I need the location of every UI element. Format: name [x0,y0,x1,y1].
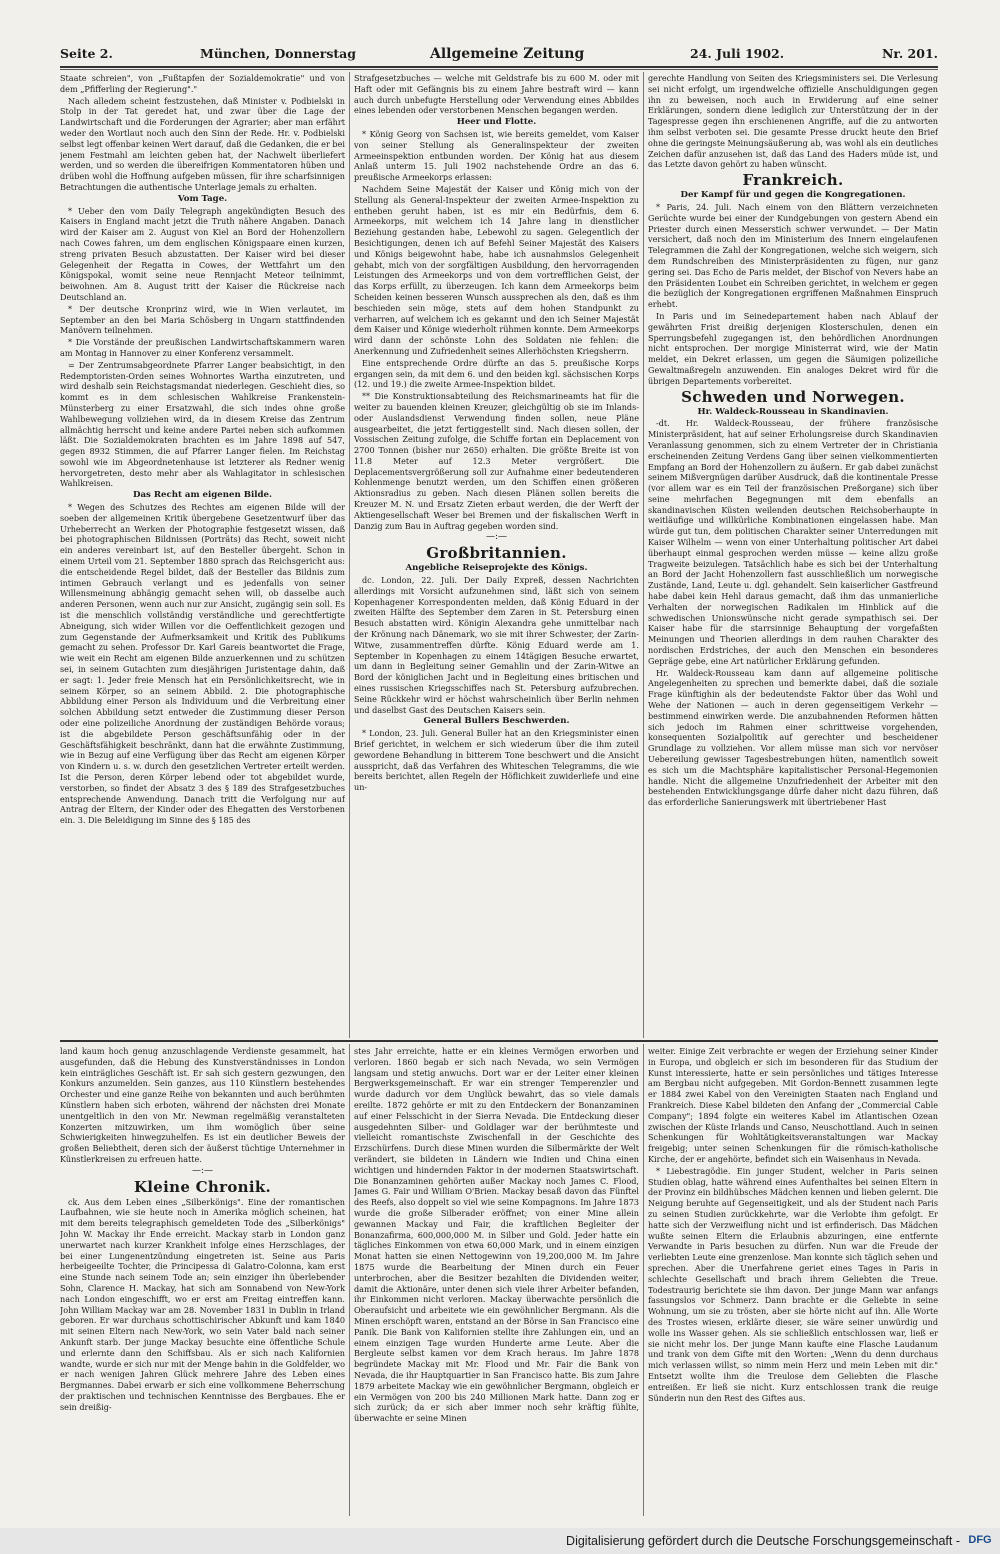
bottom-column-3 [648,1046,938,1516]
col1-paragraph: * Der deutsche Kronprinz wird, wie in Wien verlautet, im September an den bei Maria Schösberg in Ungarn stattfindenden Manövern teilnehmen. [60,303,345,336]
col3-paragraph: Hr. Waldeck-Rousseau kam dann auf allgemeine politische Angelegenheiten zu sprechen und bemerkte dabei, daß die soziale Frage künftighin als der bedeutendste Faktor über das Wohl und Wehe der Nationen — auch in deren gegenseitigem Verkehr — bestimmend einwirken werde. Die anzubahnenden Reformen hätten sich jedoch im Rahmen einer schrittweise vorgehenden, konsequenten Sozialpolitik auf gerechter und bescheidener Grundlage zu vollziehen. Vor allem müsse man sich vor nervöser Uebereilung gewisser Tagesbestrebungen hüten, namentlich soweit es sich um die Machtsphäre kapitalistischer Personal-Hegemonien handle. Nicht die allgemeine Unzufriedenheit der Arbeiter mit den bestehenden Entwicklungsgange dürfe daher nicht dazu führen, daß das erforderliche Sanierungswerk mit übertriebener Hast [648,667,938,808]
col1-paragraph: * Die Vorstände der preußischen Landwirtschaftskammern waren am Montag in Hannover zu einer Konferenz versammelt. [60,337,345,358]
page-number: Seite 2. [60,46,113,61]
col2-paragraph: * König Georg von Sachsen ist, wie bereits gemeldet, vom Kaiser von seiner Stellung als Generalinspekteur der zweiten Armeeinspektion entbunden worden. Der König hat aus diesem Anlaß unterm 15. Juli 1902 nachstehende Ordre an das 6. preußische Armeekorps erlassen: [354,128,639,183]
column-divider [643,72,644,1038]
bottom-paragraph: weiter. Einige Zeit verbrachte er wegen der Erziehung seiner Kinder in Europa, und obgleich er sich im besonderen für das Studium der Kunst interessierte, hatte er sein persönliches und tätiges Interesse am Bergbau nicht aufgegeben. Mit Gordon-Bennett zusammen legte er 1884 zwei Kabel von den Vereinigten Staaten nach England und Frankreich. Diese Kabel bildeten den Anfang der „Commercial Cable Company"; 1894 folgte ein weiteres Kabel im Atlantischen Ozean zwischen der Küste Irlands und Canso, Neuschottland. Auch in seinen Schenkungen für Wohltätigkeitsveranstaltungen war Mackay freigebig; unter seinen Schenkungen für die römisch-katholische Kirche, der er angehörte, befindet sich ein Waisenhaus in Nevada. [648,1046,938,1164]
header-rule [60,66,938,68]
column-divider [349,1044,350,1516]
header-rule-thin [60,69,938,70]
bottom-column-1 [60,1046,345,1516]
col1-paragraph: Staate schreien", von „Fußtapfen der Sozialdemokratie" und von dem „Pfifferling der Regierung"." [60,73,345,94]
dfg-logo: DFG [968,1534,992,1546]
column-2 [354,73,639,1037]
col3-paragraph: * Paris, 24. Juli. Nach einem von den Blättern verzeichneten Gerüchte wurde bei einer der Kundgebungen von gestern Abend ein Priester durch einen Messerstich schwer verwundet. — Der Matin versichert, daß noch den im Ministerium des Innern eingelaufenen Telegrammen die Zahl der Kongregationen, welche sich weigern, sich dem Rundschreiben des Ministerpräsidenten zu fügen, nur ganz gering sei. Das Echo de Paris meldet, der Bischof von Nevers habe an den Präsidenten Loubet ein Schreiben gerichtet, in welchem er gegen die bezüglich der Kongregationen ergriffenen Maßnahmen Einspruch erhebt. [648,201,938,310]
heading-vom-tage: Vom Tage. [177,193,228,204]
place-day: München, Donnerstag [200,46,356,61]
bottom-paragraph: ck. Aus dem Leben eines „Silberkönigs". Eine der romantischen Laufbahnen, wie sie heute noch in Amerika möglich scheinen, hat mit dem bereits telegraphisch gemeldeten Tode des „Silberkönigs" John W. Mackay ihr Ende erreicht. Mackay starb in London ganz unerwartet nach kurzer Krankheit infolge eines Herzschlages, der bei einer Lungenentzündung eingetreten ist. Seine aus Paris herbeigeeilte Tochter, die Principessa di Galatro-Colonna, kam erst eine Stunde nach seinem Tode an; sein einziger ihn überlebender Sohn, Clarence H. Mackay, hat sich am Sonnabend von New-York nach London eingeschifft, wo er erst am Freitag eintreffen kann. John William Mackay war am 28. November 1831 in Dublin in Irland geboren. Er war durchaus schottischirischer Abkunft und kam 1840 mit seinen Eltern nach New-York, wo sein Vater bald nach seiner Ankunft starb. Der junge Mackay besuchte eine öffentliche Schule und erlernte dann den Schiffsbau. Als er sich nach Kalifornien wandte, wurde er sich nur mit der Menge bahin in die Goldfelder, wo er nach wenigen Jahren Glück mehrere Jahre des Leben eines Bergmannes. Dabei erwarb er sich eine vollkommene Beherrschung der praktischen und technischen Kenntnisse des Bergbaues. Ehe er sein dreißig- [60,1196,345,1412]
col2-paragraph: dc. London, 22. Juli. Der Daily Expreß, dessen Nachrichten allerdings mit Vorsicht aufzunehmen sind, läßt sich von seinem Kopenhagener Korrespondenten melden, daß König Eduard in der zweiten Hälfte des September dem Zaren in St. Petersburg einen Besuch abstatten wird. Königin Alexandra gehe unmittelbar nach der Krönung nach Dänemark, wo sie mit ihrer Schwester, der Zarin-Witwe, zusammentreffen dürfte. König Eduard werde am 1. September in Kopenhagen zu einem 14tägigen Besuche erwartet, um dann in Begleitung seiner Gemahlin und der Zarin-Witwe an Bord der königlichen Jacht und in Begleitung eines britischen und eines russischen Kriegsschiffes nach St. Petersburg aufzubrechen. Seine Rückkehr wird er höchst wahrscheinlich über Berlin nehmen und daselbst Gast des Deutschen Kaisers sein. [354,575,639,715]
col2-paragraph: Eine entsprechende Ordre dürfte an das 5. preußische Korps ergangen sein, da mit dem 6. und den beiden kgl. sächsischen Korps (12. und 19.) die zweite Armee-Inspektion bildet. [354,357,639,390]
section-separator: —:— [191,1165,214,1176]
heading-waldeck-rousseau: Hr. Waldeck-Rousseau in Skandinavien. [697,406,889,417]
column-divider [643,1044,644,1516]
col2-paragraph: Nachdem Seine Majestät der Kaiser und König mich von der Stellung als General-Inspekteur der zweiten Armee-Inspektion zu entheben geruht haben, ist es mir ein Bedürfnis, dem 6. Armeekorps, mit welchem ich 14 Jahre lang in dienstlicher Beziehung gestanden habe, Lebewohl zu sagen. Gelegentlich der Besichtigungen, denen ich auf Befehl Seiner Majestät des Kaisers und Königs beigewohnt habe, habe ich ausnahmslos Gelegenheit gehabt, mich von der sorgfältigen Ausbildung, den hervorragenden Leistungen des Armeekorps und von dem vortrefflichen Geist, der das Korps erfüllt, zu überzeugen. Ich kann dem Armeekorps beim Scheiden keinen besseren Wunsch aussprechen als den, daß es ihm beschieden sein möge, stets auf dem hohen Standpunkt zu verharren, auf welchem ich es gekannt und den ich Seiner Majestät dem Kaiser und Könige wiederholt rühmen konnte. Dem Armeekorps wird dann der schönste Lohn des Soldaten nie fehlen: die Anerkennung und Zufriedenheit seines Allerhöchsten Kriegsherrn. [354,183,639,356]
bottom-paragraph: stes Jahr erreichte, hatte er ein kleines Vermögen erworben und verloren. 1860 begab er sich nach Nevada, wo sein Vermögen langsam und stetig anwuchs. Dort war er der Leiter einer kleinen Bergwerksgemeinschaft. Er war ein strenger Temperenzler und wurde dadurch vor dem Unglück bewahrt, das so viele damals ereilte. 1872 gehörte er mit zu den Entdeckern der Bonanzaminen auf einer Felsschicht in der Sierra Nevada. Die Entdeckung dieser ausgedehnten Silber- und Goldlager war der berühmteste und vielleicht romantischste Zwischenfall in der Geschichte des Erzschürfens. Durch diese Minen wurden die Silbermärkte der Welt verändert, sie bildeten in Ländern wie Indien und China einen wichtigen und hindernden Faktor in der modernen Staatswirtschaft. Die Bonanzaminen gehörten außer Mackay noch James C. Flood, James G. Fair und William O'Brien. Mackay besaß davon das Fünftel des Reefs, also doppelt so viel wie seine Kompagnons. Im Jahre 1873 wurde die große Silberader eröffnet; von einer Mine allein gewannen Mackay und Fair, die kraftlichen Begleiter der Bonanzafirma, 600,000,000 M. in Silber und Gold. Jeder hatte ein tägliches Einkommen von etwa 60,000 Mark, und in einem einzigen Monat hatten sie einen Nettogewinn von 19,200,000 M. Im Jahre 1875 wurde die Bearbeitung der Minen durch ein Feuer unterbrochen, aber die Besitzer bezahlten die Dividenden weiter, damit die Aktionäre, unter denen sich viele ihrer Arbeiter befanden, ihr Einkommen nicht verloren. Mackay überwachte persönlich die Oberaufsicht und arbeitete wie ein gewöhnlicher Bergmann. Als die Minen erschöpft waren, entstand an der Börse in San Francisco eine Panik. Die Bank von Kalifornien stellte ihre Zahlungen ein, und an einem einzigen Tage wurden Hunderte arme Leute. Aber die Bergleute selbst kamen vor dem Krach heraus. Im Jahre 1878 begründete Mackay mit Mr. Flood und Mr. Fair die Bank von Nevada, die ihr Hauptquartier in San Francisco hatte. Bis zum Jahre 1879 arbeitete Mackay wie ein gewöhnlicher Bergmann, obgleich er ein Vermögen von 200 bis 240 Millionen Mark hatte. Dann zog er sich zurück; da er sich aber immer noch sehr kräftig fühlte, überwachte er seine Minen [354,1046,639,1424]
heading-kleine-chronik: Kleine Chronik. [133,1177,272,1196]
heading-buller: General Bullers Beschwerden. [423,716,570,727]
col2-paragraph: ** Die Konstruktionsabteilung des Reichsmarineamts hat für die weiter zu bauenden kleinen Kreuzer, gleichgültig ob sie im Inlands- oder Auslandsdienst Verwendung finden sollen, neue Pläne ausgearbeitet, die jetzt fertiggestellt sind. Nach diesen sollen, der Vossischen Zeitung zufolge, die Schiffe fortan ein Deplacement von 2700 Tonnen (bisher nur 2650) erhalten. Die größte Breite ist von 11.8 Meter auf 12.3 Meter vergrößert. Die Deplacementsvergrößerung soll zur Aufnahme einer bedeutenderen Kohlenmenge benutzt werden, um den Schiffen einen größeren Aktionsradius zu geben. Nach diesen Plänen sollen bereits die Kreuzer M. N. und Ersatz Zieten erbaut werden, die der Werft der Aktiengesellschaft Weser bei Bremen und der fiskalischen Werft in Danzig zum Bau in Auftrag gegeben worden sind. [354,391,639,531]
heading-frankreich: Frankreich. [742,171,844,190]
column-3 [648,73,938,1037]
col1-paragraph: = Der Zentrumsabgeordnete Pfarrer Langer beabsichtigt, in den Redemptoristen-Orden seines Wohnortes Wartha einzutreten, und wird deshalb sein Reichstagsmandat niederlegen. Geschieht dies, so kommt es in dem schlesischen Wahlkreise Frankenstein-Münsterberg zu einer Ersatzwahl, die sich indes ohne große Wahlbewegung vollziehen wird, da in diesem Kreise das Zentrum allmächtig herrscht und keine andere Partei neben sich aufkommen läßt. Die Sozialdemokraten brachten es im Jahre 1898 auf 547, gegen 8932 Stimmen, die auf Pfarrer Langer fielen. Im Reichstag sowohl wie im Abgeordnetenhause ist letzterer als Redner wenig hervorgetreten, desto mehr aber als Wahlagitator in schlesischen Wahlkreisen. [60,359,345,489]
bottom-paragraph: * Liebestragödie. Ein junger Student, welcher in Paris seinen Studien oblag, hatte während eines Aufenthaltes bei seinen Eltern in der Provinz ein bildhübsches Mädchen kennen und lieben gelernt. Die Neigung beruhte auf Gegenseitigkeit, und als der Student nach Paris zu seinen Studien zurückkehrte, war die Verlobte ihm gefolgt. Er hatte sich der Verzweiflung nicht und ist erfinderisch. Das Mädchen wußte seinen Eltern die Erlaubnis abzuringen, eine entfernte Verwandte in Paris besuchen zu dürfen. Nun war die Freude der verliebten Leute eine grenzenlose. Man konnte sich täglich sehen und sprechen. Aber die Unerfahrene geriet eines Tages in Paris in schlechte Gesellschaft und brach ihrem Geliebten die Treue. Todestraurig berichtete sie ihm davon. Der junge Mann war anfangs fassungslos vor Schmerz. Dann brachte er die Geliebte in seine Wohnung, um sie zu trösten, aber sie hörte nicht auf ihn. Alle Worte des Trostes wiesen, erklärte dieser, sie wäre seiner unwürdig und wolle ins Wasser gehen. Als sie schließlich entschlossen war, ließ er sie nicht mehr los. Der junge Mann kaufte eine Flasche Laudanum und trank von dem Gifte mit den Worten: „Wenn du denn durchaus mich verlassen willst, so nimm mein Herz und mein Leben mit dir." Entsetzt wollte ihm die Treulose dem Geliebten die Flasche entreißen. Er ließ sie nicht. Kurz entschlossen trank die reuige Sünderin nun den Rest des Giftes aus. [648,1165,938,1403]
col3-paragraph: -dt. Hr. Waldeck-Rousseau, der frühere französische Ministerpräsident, hat auf seiner Erholungsreise durch Skandinavien Veranlassung genommen, sich zu einem Vertreter der in Christiania erscheinenden Zeitung Verdens Gang über seinen vielkommentierten Empfang an Bord der Hohenzollern zu äußern. Er gab dabei zunächst seinem Mißvergnügen darüber Ausdruck, daß die kontinentale Presse (vor allem war es ein Teil der französischen Preßorgane) sich über seine mehrfachen Begegnungen mit dem ebenfalls an skandinavischen Küsten weilenden deutschen Reichsoberhaupte in weitläufige und willkürliche Kombinationen eingelassen habe. Man würde gut tun, dem politischen Charakter seiner Unterredungen mit Kaiser Wilhelm — wenn von einer Unterhaltung politischer Art dabei überhaupt einmal gesprochen werden müsse — keine allzu große Tragweite beizulegen. Tatsächlich habe es sich bei der Unterhaltung an Bord der Jacht Hohenzollern fast ausschließlich um norwegische Zustände, Land, Leute u. dgl. gehandelt. Sein kaiserlicher Gastfreund habe dabei kein Hehl daraus gemacht, daß ihm das unmanierliche Verhalten der norwegischen Radikalen im Hinblick auf die schwedischen Unionswünsche nicht gerade sympathisch sei. Der Kaiser habe für die starrsinnige Behauptung der vorgefaßten Meinungen und Theorien allerdings in dem rauhen Charakter des nordischen Erdstriches, der auch den Menschen ein besonderes Gepräge gebe, eine Art natürlicher Erklärung gefunden. [648,418,938,666]
heading-grossbritannien: Großbritannien. [426,544,567,563]
issue-number: Nr. 201. [881,46,938,61]
column-1 [60,73,345,1037]
column-divider [349,72,350,1038]
heading-kongregationen: Der Kampf für und gegen die Kongregationen. [680,190,906,201]
col1-paragraph: * Wegen des Schutzes des Rechtes am eigenen Bilde will der soeben der allgemeinen Kritik übergebene Gesetzentwurf über das Urheberrecht an Werken der Photographie festgesetzt wissen, daß bei photographischen Bildnissen (Porträts) das Recht, soweit nicht ein anderes vereinbart ist, auf den Besteller übergeht. Schon in einem Urteil vom 21. September 1880 sprach das Reichsgericht aus: die entscheidende Regel bildet, daß der Besteller das Bildnis zum intimen Gebrauch verlangt und es jedenfalls von seiner Willensmeinung abhängig gemacht sehen will, ob dasselbe auch anderen Personen, wenn auch nur zur Ansicht, zugängig sein soll. Es ist die menschlich vollständig verständliche und gerechtfertigte Abneigung, sich wider Willen vor die Oeffentlichkeit gezogen und zum Gegenstande der Aufmerksamkeit und Kritik des Publikums gemacht zu sehen. Professor Dr. Karl Gareis beantwortet die Frage, wie weit ein Recht am eigenen Bilde anzuerkennen und zu schützen sei, in seinem Gutachten zum diesjährigen Juristentage dahin, daß er sagt: 1. Jeder freie Mensch hat ein Persönlichkeitsrecht, wie in seinem Körper, so an seinem Abbild. 2. Die photographische Abbildung einer Person als Individuum und die Verbreitung einer solchen Abbildung setzt entweder die Zustimmung dieser Person oder eine polizeiliche Anordnung der zuständigen Behörde voraus; ist die abgebildete Person geschäftsunfähig oder in der Geschäftsfähigkeit beschränkt, dann hat die erwähnte Zustimmung, wie in Bezug auf eine Verfügung über das Recht am eigenen Körper von Kindern u. s. w. durch den gesetzlichen Vertreter erteilt werden. Ist die Person, deren Körper lebend oder tot abgebildet wurde, verstorben, so findet der Absatz 3 des § 189 des Strafgesetzbuches entsprechende Anwendung. Danach tritt die Verfolgung nur auf Antrag der Eltern, der Kinder oder des Ehegatten des Verstorbenen ein. 3. Die Beleidigung im Sinne des § 185 des [60,502,345,826]
digitization-credit: Digitalisierung gefördert durch die Deutsche Forschungsgemeinschaft - [566,1534,960,1548]
bottom-column-2 [354,1046,639,1516]
col2-paragraph: Strafgesetzbuches — welche mit Geldstrafe bis zu 600 M. oder mit Haft oder mit Gefängnis bis zu einem Jahre bestraft wird — kann auch durch unbefugte Herstellung oder Verwendung eines Abbildes eines lebenden oder verstorbenen Menschen begangen werden. [354,73,639,116]
col1-paragraph: * Ueber den vom Daily Telegraph angekündigten Besuch des Kaisers in England macht jetzt die Truth nähere Angaben. Danach wird der Kaiser am 2. August von Kiel an Bord der Hohenzollern nach Cowes fahren, um dem englischen Königspaare einen kurzen, streng privaten Besuch abzustatten. Der Kaiser wird bei dieser Gelegenheit der Regatta in Cowes, der Wettfahrt um den Königspokal, womit seine neue Rennjacht Meteor teilnimmt, beiwohnen. Am 8. August tritt der Kaiser die Rückreise nach Deutschland an. [60,205,345,302]
heading-heer-und-flotte: Heer und Flotte. [456,117,537,128]
section-separator: —:— [485,532,508,543]
col2-paragraph: * London, 23. Juli. General Buller hat an den Kriegsminister einen Brief gerichtet, in welchem er sich wiederum über die ihm zuteil gewordene Behandlung in bitterem Tone beschwert und die Ansicht ausspricht, daß das Verfahren des Whiteschen Telegramms, die wie bereits berichtet, allen Regeln der Höflichkeit zuwiderliefe und eine un- [354,728,639,793]
page-header [60,46,938,66]
col3-paragraph: gerechte Handlung von Seiten des Kriegsministers sei. Die Verlesung sei nicht erfolgt, um irgendwelche offizielle Anschuldigungen gegen ihn zu beweisen, noch auch in Erwiderung auf eine seiner Erklärungen, sondern diene lediglich zur Unterstützung der in der Tagespresse gegen ihn erschienenen Angriffe, auf die zu antworten ihm selbst verboten sei. Die gesamte Presse druckt heute den Brief ohne die geringste Meinungsäußerung ab, was wohl als ein deutliches Zeichen dafür anzusehen ist, daß das Land des Haders müde ist, und das Letzte davon gehört zu haben wünscht. [648,73,938,170]
masthead-title: Allgemeine Zeitung [430,46,585,62]
heading-reiseprojekte: Angebliche Reiseprojekte des Königs. [405,563,588,574]
heading-schweden-norwegen: Schweden und Norwegen. [681,387,905,406]
feuilleton-rule [60,1040,938,1042]
issue-date: 24. Juli 1902. [690,46,785,61]
col3-paragraph: In Paris und im Seinedepartement haben nach Ablauf der gewährten Frist dreißig derjenigen Klosterschulen, denen ein Sperrungsbefehl zugegangen ist, den behördlichen Anordnungen nicht entsprochen. Der morgige Ministerrat wird, wie der Matin meldet, ein Dekret erlassen, um gegen die Säumigen polizeiliche Gewaltmaßregeln anzuwenden. Ein analoges Dekret wird für die übrigen Departements vorbereitet. [648,310,938,386]
heading-recht-am-bilde: Das Recht am eigenen Bilde. [133,490,272,501]
bottom-paragraph: land kaum hoch genug anzuschlagende Verdienste gesammelt, hat ausgefunden, daß die Hebung des Kunstverständnisses in London kein einträgliches Geschäft ist. Er sah sich gestern gezwungen, den Konkurs anzumelden. Sein ganzes, aus 110 Künstlern bestehendes Orchester und eine ganze Reihe von bekannten und auch berühmten Künstlern haben sich erboten, während der nächsten drei Monate unentgeltlich in den von Mr. Newman regelmäßig veranstalteten Konzerten mitzuwirken, um ihm womöglich über seine Schwierigkeiten hinwegzuhelfen. Es ist ein deutlicher Beweis der großen Beliebtheit, deren sich der äußerst tüchtige Unternehmer in Künstlerkreisen zu erfreuen hatte. [60,1046,345,1164]
col1-paragraph: Nach alledem scheint festzustehen, daß Minister v. Podbielski in Stolp in der Tat geredet hat, und zwar über die Lage der Landwirtschaft und die Forderungen der Agrarier; aber man erfährt weder den Wortlaut noch auch den Sinn der Rede. Hr. v. Podbielski selbst legt offenbar keinen Wert darauf, daß die Gedanken, die er bei jenem Festmahl am leichten geben hat, der Nachwelt überliefert werden, und so werden die übereifrigen Kommentatoren hüben und drüben wohl die Hoffnung aufgeben müssen, für ihre scharfsinnigen Betrachtungen die authentische Unterlage jemals zu erhalten. [60,95,345,192]
